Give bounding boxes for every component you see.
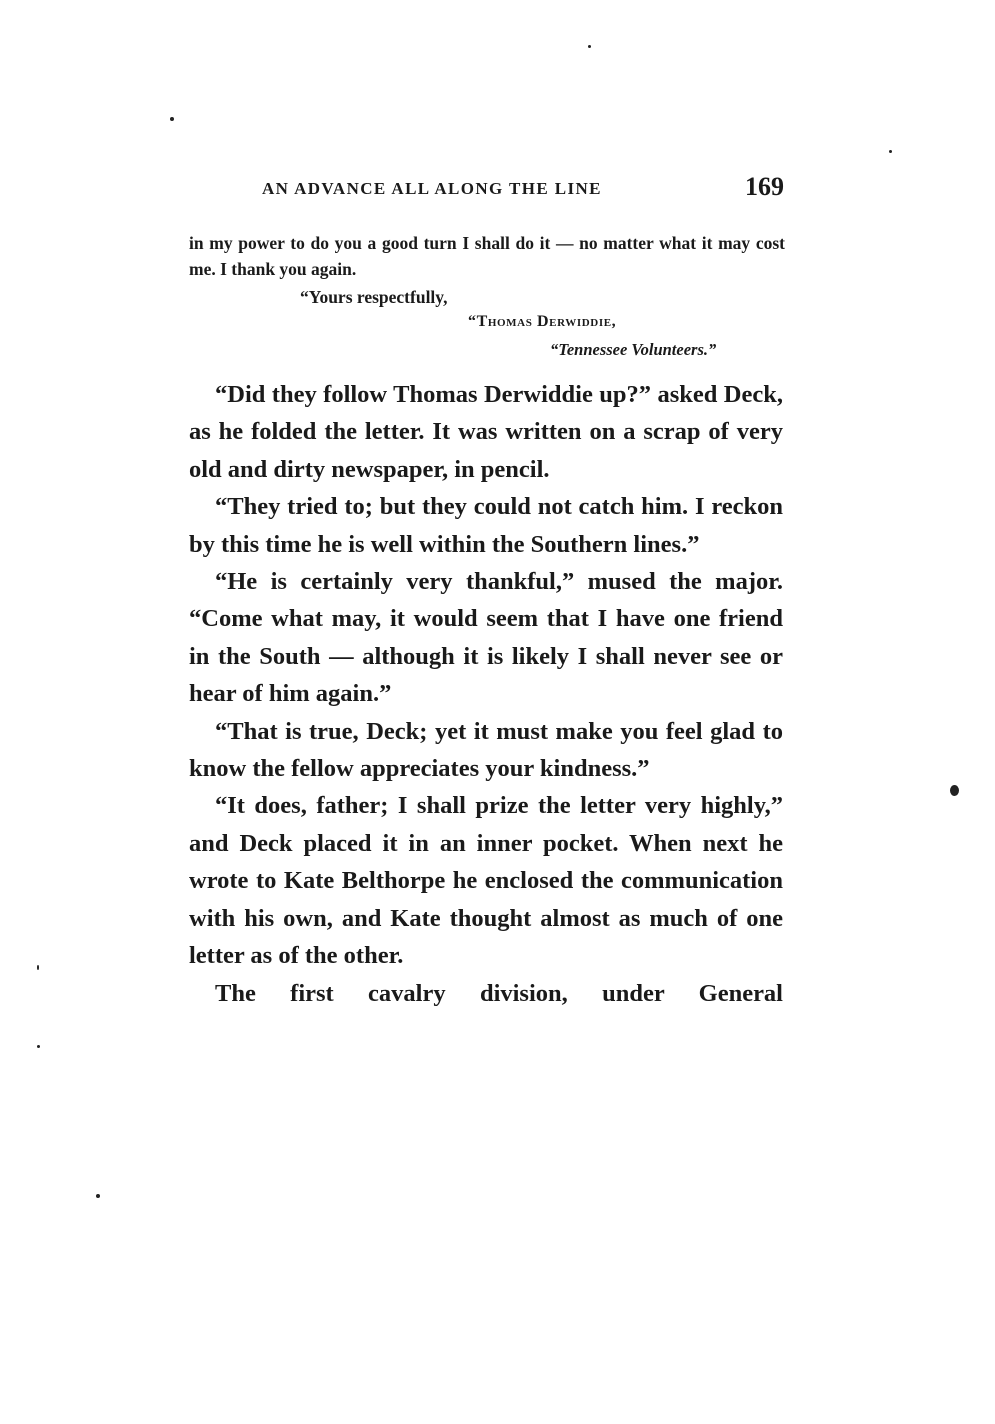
running-header bbox=[262, 172, 784, 208]
paragraph: “That is true, Deck; yet it must make you feel glad to know the fellow appreciates your kindness.” bbox=[189, 717, 783, 783]
paragraph: “He is certainly very thankful,” mused the major. “Come what may, it would seem that I have one friend in the South — although it is likely I shall never see or hear of him again.” bbox=[189, 568, 783, 708]
letter-excerpt bbox=[189, 230, 785, 282]
running-title: AN ADVANCE ALL ALONG THE LINE bbox=[262, 179, 602, 198]
scan-speck bbox=[96, 1194, 100, 1198]
letter-regiment: “Tennessee Volunteers.” bbox=[550, 340, 717, 359]
letter-signature: “Thomas Derwiddie, bbox=[468, 313, 617, 330]
scan-speck bbox=[889, 150, 892, 153]
scan-speck bbox=[950, 785, 959, 796]
paragraph: “Did they follow Thomas Derwiddie up?” asked Deck, as he folded the letter. It was written on a scrap of very old and dirty newspaper, in pencil. bbox=[189, 381, 783, 483]
letter-closing: “Yours respectfully, bbox=[300, 287, 448, 307]
scan-speck bbox=[588, 45, 591, 48]
scan-speck bbox=[170, 117, 174, 121]
scan-speck bbox=[37, 965, 39, 970]
paragraph: The first cavalry division, under General bbox=[215, 979, 783, 1007]
main-text bbox=[189, 376, 783, 1012]
scan-speck bbox=[37, 1045, 40, 1048]
paragraph: “It does, father; I shall prize the letter very highly,” and Deck placed it in an inner pocket. When next he wrote to Kate Belthorpe he enclosed the communication with his own, and Kate thought almost as much of one letter as of the other. bbox=[189, 792, 783, 970]
letter-body: in my power to do you a good turn I shall do it — no matter what it may cost me. I thank you again. bbox=[189, 233, 785, 279]
page-number: 169 bbox=[745, 172, 784, 201]
paragraph: “They tried to; but they could not catch him. I reckon by this time he is well within the Southern lines.” bbox=[189, 493, 783, 558]
